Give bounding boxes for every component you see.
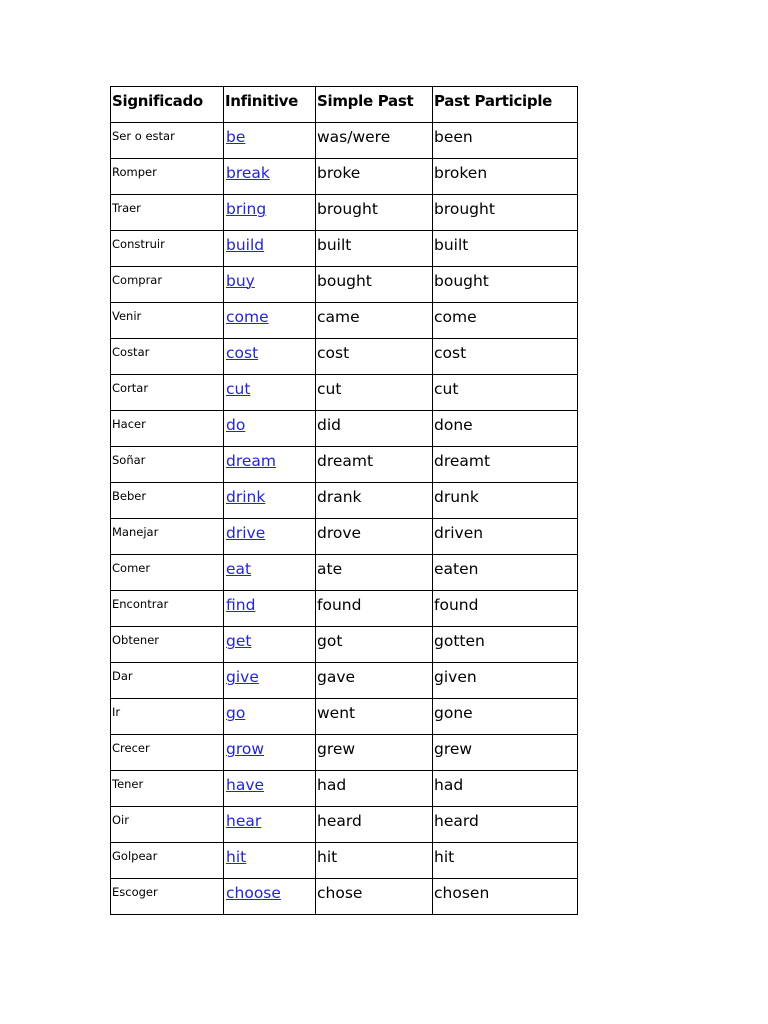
cell-past-participle: been (433, 123, 578, 159)
table-row (111, 555, 578, 591)
cell-simple-past: had (316, 771, 433, 807)
cell-simple-past: cost (316, 339, 433, 375)
cell-meaning: Obtener (111, 627, 224, 663)
table-row (111, 879, 578, 915)
cell-infinitive (224, 519, 316, 555)
cell-simple-past: was/were (316, 123, 433, 159)
cell-past-participle: done (433, 411, 578, 447)
table-row (111, 735, 578, 771)
cell-simple-past: drove (316, 519, 433, 555)
cell-meaning: Oir (111, 807, 224, 843)
table-row (111, 843, 578, 879)
header-simple-past: Simple Past (316, 87, 433, 123)
cell-infinitive (224, 375, 316, 411)
header-infinitive: Infinitive (224, 87, 316, 123)
cell-infinitive (224, 483, 316, 519)
cell-past-participle: grew (433, 735, 578, 771)
cell-past-participle: bought (433, 267, 578, 303)
cell-meaning: Escoger (111, 879, 224, 915)
cell-infinitive (224, 411, 316, 447)
infinitive-link[interactable]: buy (226, 272, 255, 290)
cell-meaning: Ser o estar (111, 123, 224, 159)
cell-meaning: Encontrar (111, 591, 224, 627)
cell-infinitive (224, 699, 316, 735)
table-row (111, 807, 578, 843)
cell-past-participle: cost (433, 339, 578, 375)
table-body (111, 123, 578, 915)
infinitive-link[interactable]: go (226, 704, 246, 722)
cell-meaning: Tener (111, 771, 224, 807)
cell-meaning: Beber (111, 483, 224, 519)
cell-past-participle: broken (433, 159, 578, 195)
cell-simple-past: brought (316, 195, 433, 231)
cell-meaning: Traer (111, 195, 224, 231)
cell-simple-past: cut (316, 375, 433, 411)
cell-simple-past: came (316, 303, 433, 339)
infinitive-link[interactable]: choose (226, 884, 281, 902)
infinitive-link[interactable]: find (226, 596, 256, 614)
cell-simple-past: dreamt (316, 447, 433, 483)
cell-infinitive (224, 267, 316, 303)
cell-past-participle: chosen (433, 879, 578, 915)
cell-simple-past: bought (316, 267, 433, 303)
cell-simple-past: grew (316, 735, 433, 771)
cell-infinitive (224, 159, 316, 195)
cell-infinitive (224, 843, 316, 879)
cell-infinitive (224, 591, 316, 627)
infinitive-link[interactable]: grow (226, 740, 265, 758)
table-row (111, 159, 578, 195)
infinitive-link[interactable]: build (226, 236, 265, 254)
table-row (111, 519, 578, 555)
infinitive-link[interactable]: dream (226, 452, 277, 470)
cell-simple-past: broke (316, 159, 433, 195)
cell-past-participle: gotten (433, 627, 578, 663)
infinitive-link[interactable]: hear (226, 812, 262, 830)
cell-past-participle: gone (433, 699, 578, 735)
cell-simple-past: found (316, 591, 433, 627)
cell-infinitive (224, 807, 316, 843)
cell-simple-past: drank (316, 483, 433, 519)
cell-meaning: Comprar (111, 267, 224, 303)
table-row (111, 447, 578, 483)
cell-meaning: Manejar (111, 519, 224, 555)
header-significado: Significado (111, 87, 224, 123)
table-row (111, 375, 578, 411)
cell-meaning: Cortar (111, 375, 224, 411)
cell-simple-past: gave (316, 663, 433, 699)
cell-meaning: Romper (111, 159, 224, 195)
cell-meaning: Costar (111, 339, 224, 375)
cell-simple-past: chose (316, 879, 433, 915)
cell-past-participle: driven (433, 519, 578, 555)
cell-infinitive (224, 123, 316, 159)
cell-simple-past: heard (316, 807, 433, 843)
cell-infinitive (224, 627, 316, 663)
table-row (111, 699, 578, 735)
cell-infinitive (224, 735, 316, 771)
cell-past-participle: cut (433, 375, 578, 411)
infinitive-link[interactable]: do (226, 416, 246, 434)
cell-infinitive (224, 447, 316, 483)
infinitive-link[interactable]: hit (226, 848, 247, 866)
header-past-participle: Past Participle (433, 87, 578, 123)
cell-past-participle: brought (433, 195, 578, 231)
cell-meaning: Ir (111, 699, 224, 735)
cell-simple-past: did (316, 411, 433, 447)
cell-meaning: Construir (111, 231, 224, 267)
cell-past-participle: heard (433, 807, 578, 843)
cell-infinitive (224, 663, 316, 699)
cell-past-participle: drunk (433, 483, 578, 519)
cell-meaning: Comer (111, 555, 224, 591)
cell-simple-past: built (316, 231, 433, 267)
infinitive-link[interactable]: break (226, 164, 270, 182)
table-row (111, 123, 578, 159)
infinitive-link[interactable]: drive (226, 524, 266, 542)
cell-simple-past: went (316, 699, 433, 735)
table-row (111, 591, 578, 627)
cell-infinitive (224, 339, 316, 375)
table-row (111, 339, 578, 375)
table-row (111, 411, 578, 447)
cell-past-participle: built (433, 231, 578, 267)
cell-simple-past: got (316, 627, 433, 663)
cell-infinitive (224, 303, 316, 339)
table-row (111, 627, 578, 663)
cell-past-participle: hit (433, 843, 578, 879)
table-header (111, 87, 578, 123)
cell-simple-past: ate (316, 555, 433, 591)
table-row (111, 267, 578, 303)
infinitive-link[interactable]: cut (226, 380, 251, 398)
infinitive-link[interactable]: eat (226, 560, 252, 578)
cell-simple-past: hit (316, 843, 433, 879)
cell-past-participle: dreamt (433, 447, 578, 483)
cell-past-participle: found (433, 591, 578, 627)
table-row (111, 771, 578, 807)
table-row (111, 303, 578, 339)
cell-meaning: Crecer (111, 735, 224, 771)
irregular-verbs-table (110, 86, 578, 915)
table-row (111, 195, 578, 231)
infinitive-link[interactable]: cost (226, 344, 259, 362)
header-row (111, 87, 578, 123)
cell-infinitive (224, 879, 316, 915)
cell-meaning: Venir (111, 303, 224, 339)
infinitive-link[interactable]: bring (226, 200, 267, 218)
infinitive-link[interactable]: get (226, 632, 252, 650)
cell-meaning: Dar (111, 663, 224, 699)
cell-infinitive (224, 231, 316, 267)
infinitive-link[interactable]: come (226, 308, 269, 326)
infinitive-link[interactable]: have (226, 776, 265, 794)
cell-past-participle: had (433, 771, 578, 807)
infinitive-link[interactable]: give (226, 668, 259, 686)
cell-meaning: Hacer (111, 411, 224, 447)
cell-past-participle: eaten (433, 555, 578, 591)
cell-past-participle: come (433, 303, 578, 339)
table-row (111, 231, 578, 267)
cell-infinitive (224, 195, 316, 231)
cell-past-participle: given (433, 663, 578, 699)
table-row (111, 483, 578, 519)
cell-meaning: Soñar (111, 447, 224, 483)
cell-infinitive (224, 555, 316, 591)
table-row (111, 663, 578, 699)
infinitive-link[interactable]: drink (226, 488, 266, 506)
cell-infinitive (224, 771, 316, 807)
cell-meaning: Golpear (111, 843, 224, 879)
infinitive-link[interactable]: be (226, 128, 246, 146)
